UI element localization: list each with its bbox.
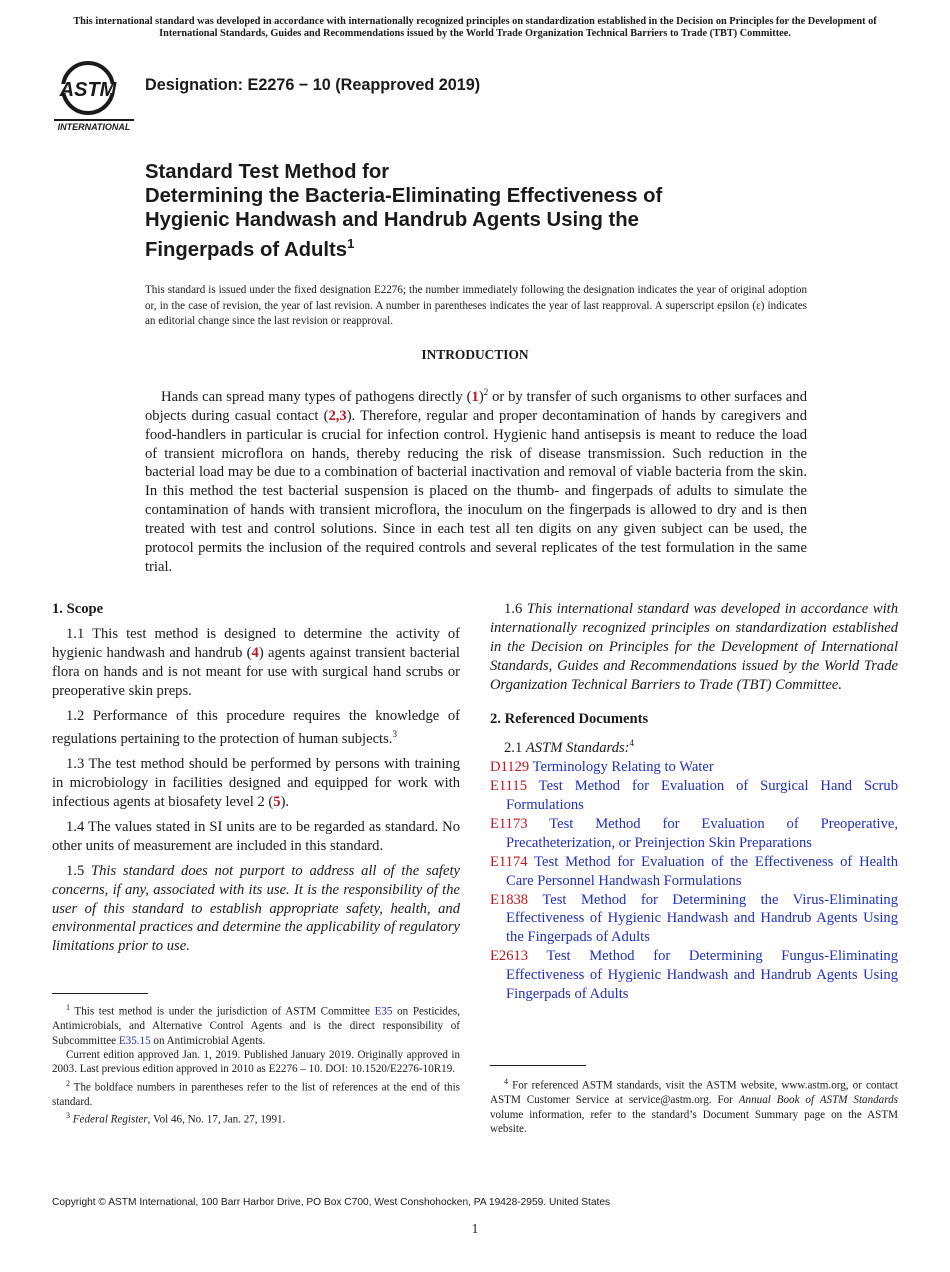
scope-1-1-text-a: 1.1 This test method is designed to determine the activity of hygienic handwash and handrub ( bbox=[52, 625, 460, 661]
document-title bbox=[145, 160, 845, 262]
footnotes-right bbox=[490, 1075, 898, 1136]
list-item bbox=[490, 815, 898, 853]
scope-1-2-text: 1.2 Performance of this procedure requires the knowledge of regulations pertaining to the protection of human subjects. bbox=[52, 707, 460, 748]
footnote-divider-left bbox=[52, 993, 148, 994]
footnote-divider-right bbox=[490, 1065, 586, 1066]
page-number: 1 bbox=[471, 1221, 479, 1236]
scope-1-2 bbox=[52, 707, 460, 750]
astm-standards-number: 2.1 bbox=[504, 740, 526, 757]
list-item bbox=[490, 853, 898, 891]
title-line-2: Determining the Bacteria-Eliminating Effectiveness of bbox=[145, 185, 663, 207]
scope-1-5-text: This standard does not purport to address all of the safety concerns, if any, associated with its use. It is the responsibility of the user of this standard to establish appropriate safety, health, and environmental practices and determine the applicability of regulatory limitations prior to use. bbox=[52, 862, 460, 955]
footnote-3 bbox=[52, 1109, 460, 1127]
introduction-heading: INTRODUCTION bbox=[421, 347, 529, 362]
standard-title-link[interactable]: Test Method for Determining the Virus-Eliminating Effectiveness of Hygienic Handwash and Handrub Agents Using the Fingerpads of Adults bbox=[506, 891, 898, 946]
footnotes-left bbox=[52, 1001, 460, 1127]
copyright-notice: Copyright © ASTM International, 100 Barr Harbor Drive, PO Box C700, West Conshohocken, PA 19428-2959. United States bbox=[52, 1197, 611, 1208]
scope-1-1 bbox=[52, 625, 460, 701]
footnote-4-text-b: volume information, refer to the standard’s Document Summary page on the ASTM website. bbox=[490, 1108, 898, 1135]
scope-1-3-text-a: 1.3 The test method should be performed by persons with training in microbiology in facilities designed and equipped for work with infectious agents at biosafety level 2 ( bbox=[52, 756, 460, 811]
standard-code-link[interactable]: D1129 bbox=[490, 759, 530, 776]
footnote-4-book-title: Annual Book of ASTM Standards bbox=[738, 1094, 898, 1107]
footnote-1-mark: 1 bbox=[66, 1003, 70, 1012]
reference-link-2-3[interactable]: 2,3 bbox=[328, 407, 347, 424]
referenced-documents-list bbox=[490, 758, 898, 1004]
scope-1-3-text-b: ). bbox=[280, 794, 290, 811]
committee-link[interactable]: E35 bbox=[374, 1005, 393, 1018]
scope-1-5-number: 1.5 bbox=[66, 862, 92, 879]
introduction-text bbox=[145, 383, 807, 577]
footnote-4 bbox=[490, 1075, 898, 1136]
list-item bbox=[490, 758, 898, 777]
title-line-3: Hygienic Handwash and Handrub Agents Using the bbox=[145, 209, 639, 231]
scope-1-6 bbox=[490, 600, 898, 695]
scope-1-6-number: 1.6 bbox=[504, 601, 527, 617]
title-line-1: Standard Test Method for bbox=[145, 161, 390, 183]
issued-note: This standard is issued under the fixed designation E2276; the number immediately following the designation indicates the year of original adoption or, in the case of revision, the year of last revision. A number in parentheses indicates the year of last reapproval. A superscript epsilon (ε) indicates an editorial change since the last revision or reapproval. bbox=[145, 284, 807, 328]
standard-title-link[interactable]: Test Method for Evaluation of the Effectiveness of Health Care Personnel Handwash Formulations bbox=[506, 853, 898, 889]
subcommittee-link[interactable]: E35.15 bbox=[118, 1034, 151, 1047]
intro-text-3: or by transfer of such organisms to other surfaces and objects during casual contact ( bbox=[145, 388, 807, 424]
scope-1-5 bbox=[52, 862, 460, 957]
list-item bbox=[490, 777, 898, 815]
title-line-4-text: Fingerpads of Adults bbox=[145, 238, 348, 261]
designation: Designation: E2276 − 10 (Reapproved 2019) bbox=[145, 76, 481, 94]
standard-code-link[interactable]: E1173 bbox=[490, 815, 528, 832]
title-line-4 bbox=[145, 232, 845, 262]
intro-text-1: Hands can spread many types of pathogens directly ( bbox=[161, 388, 472, 405]
scope-1-3 bbox=[52, 755, 460, 812]
astm-standards-subheading bbox=[490, 734, 898, 758]
astm-logo bbox=[54, 58, 134, 132]
list-item bbox=[490, 891, 898, 948]
footnote-3-source: Federal Register bbox=[72, 1113, 148, 1126]
reference-link-5[interactable]: 5 bbox=[273, 794, 281, 811]
footnote-1-text-a: This test method is under the jurisdiction of ASTM Committee bbox=[70, 1005, 375, 1018]
edition-note: Current edition approved Jan. 1, 2019. Published January 2019. Originally approved in 2003. Last previous edition approved in 2010 as E2276 – 10. DOI: 10.1520/E2276-10R19. bbox=[52, 1048, 460, 1076]
standard-code-link[interactable]: E2613 bbox=[490, 948, 529, 965]
reference-link-4[interactable]: 4 bbox=[251, 644, 259, 661]
standard-code-link[interactable]: E1838 bbox=[490, 891, 529, 908]
footnote-4-text-a: For referenced ASTM standards, visit the ASTM website, www.astm.org, or contact ASTM Customer Service at service@astm.org. For bbox=[490, 1079, 898, 1107]
footnote-4-mark: 4 bbox=[504, 1077, 508, 1086]
footnote-mark-4: 4 bbox=[629, 738, 635, 749]
list-item bbox=[490, 947, 898, 1004]
footnote-2 bbox=[52, 1077, 460, 1110]
referenced-documents-heading: 2. Referenced Documents bbox=[490, 710, 649, 727]
scope-1-1-text-b: ) agents against transient bacterial flora on hands and is not meant for use with surgical hand scrubs or preoperative skin preps. bbox=[52, 644, 460, 699]
logo-letters: ASTM bbox=[59, 79, 117, 101]
logo-subtitle: INTERNATIONAL bbox=[57, 122, 131, 132]
scope-heading: 1. Scope bbox=[52, 601, 104, 617]
footnote-2-mark: 2 bbox=[66, 1078, 70, 1088]
title-footnote-mark: 1 bbox=[347, 236, 355, 251]
standard-title-link[interactable]: Test Method for Evaluation of Preoperative, Precatheterization, or Preinjection Skin Preparations bbox=[506, 815, 898, 851]
footnote-2-text: The boldface numbers in parentheses refer to the list of references at the end of this standard. bbox=[52, 1081, 460, 1108]
footnote-1 bbox=[52, 1001, 460, 1048]
footnote-mark-2: 2 bbox=[483, 387, 489, 397]
intro-text-4: ). Therefore, regular and proper decontamination of hands by caregivers and food-handlers in particular is crucial for infection control. Hygienic hand antisepsis is meant to reduce the load of transient microflora on hands, thereby reducing the risk of disease transmission. Such reduction in the bacterial load may be due to a combination of bacterial inactivation and removal of viable bacteria from the skin. In this method the test bacterial suspension is placed on the thumb- and fingerpads of adults to simulate the contamination of hands with transient microflora, the inoculum on the fingerpads is allowed to dry and is then treated with test and control solutions. Since in each test all ten digits on any given subject can be used, the protocol permits the inclusion of the required controls and several replicates of the test formulation in the same trial. bbox=[145, 407, 807, 576]
scope-section bbox=[52, 600, 460, 956]
standard-title-link[interactable]: Test Method for Determining Fungus-Eliminating Effectiveness of Hygienic Handwash and Handrub Agents Using Fingerpads of Adults bbox=[506, 948, 898, 1003]
astm-standards-label: ASTM Standards: bbox=[525, 740, 630, 757]
scope-1-6-text: This international standard was developed in accordance with internationally recognized principles on standardization established in the Decision on Principles for the Development of International Standards, Guides and Recommendations issued by the World Trade Organization Technical Barriers to Trade (TBT) Committee. bbox=[490, 601, 899, 693]
standard-title-link[interactable]: Test Method for Evaluation of Surgical Hand Scrub Formulations bbox=[506, 778, 898, 814]
standard-title-link[interactable]: Terminology Relating to Water bbox=[529, 759, 714, 776]
footnote-mark-3: 3 bbox=[392, 729, 397, 740]
scope-1-4: 1.4 The values stated in SI units are to be regarded as standard. No other units of measurement are included in this standard. bbox=[52, 818, 460, 854]
tbt-notice: This international standard was developed in accordance with internationally recognized principles on standardization established in the Decision on Principles for the Development of International Standards, Guides and Recommendations issued by the World Trade Organization Technical Barriers to Trade (TBT) Committee. bbox=[73, 16, 877, 39]
footnote-3-text: , Vol 46, No. 17, Jan. 27, 1991. bbox=[147, 1113, 286, 1126]
footnote-1-text-c: on Antimicrobial Agents. bbox=[150, 1034, 266, 1047]
reference-link-1[interactable]: 1 bbox=[471, 388, 479, 405]
intro-text-2: ) bbox=[478, 388, 484, 405]
footnote-3-mark: 3 bbox=[66, 1111, 70, 1121]
right-column bbox=[490, 600, 898, 1004]
footnote-1-text-b: on Pesticides, Antimicrobials, and Alternative Control Agents and is the direct responsibility of Subcommittee bbox=[52, 1005, 460, 1047]
standard-code-link[interactable]: E1115 bbox=[490, 778, 528, 795]
standard-code-link[interactable]: E1174 bbox=[490, 853, 528, 870]
